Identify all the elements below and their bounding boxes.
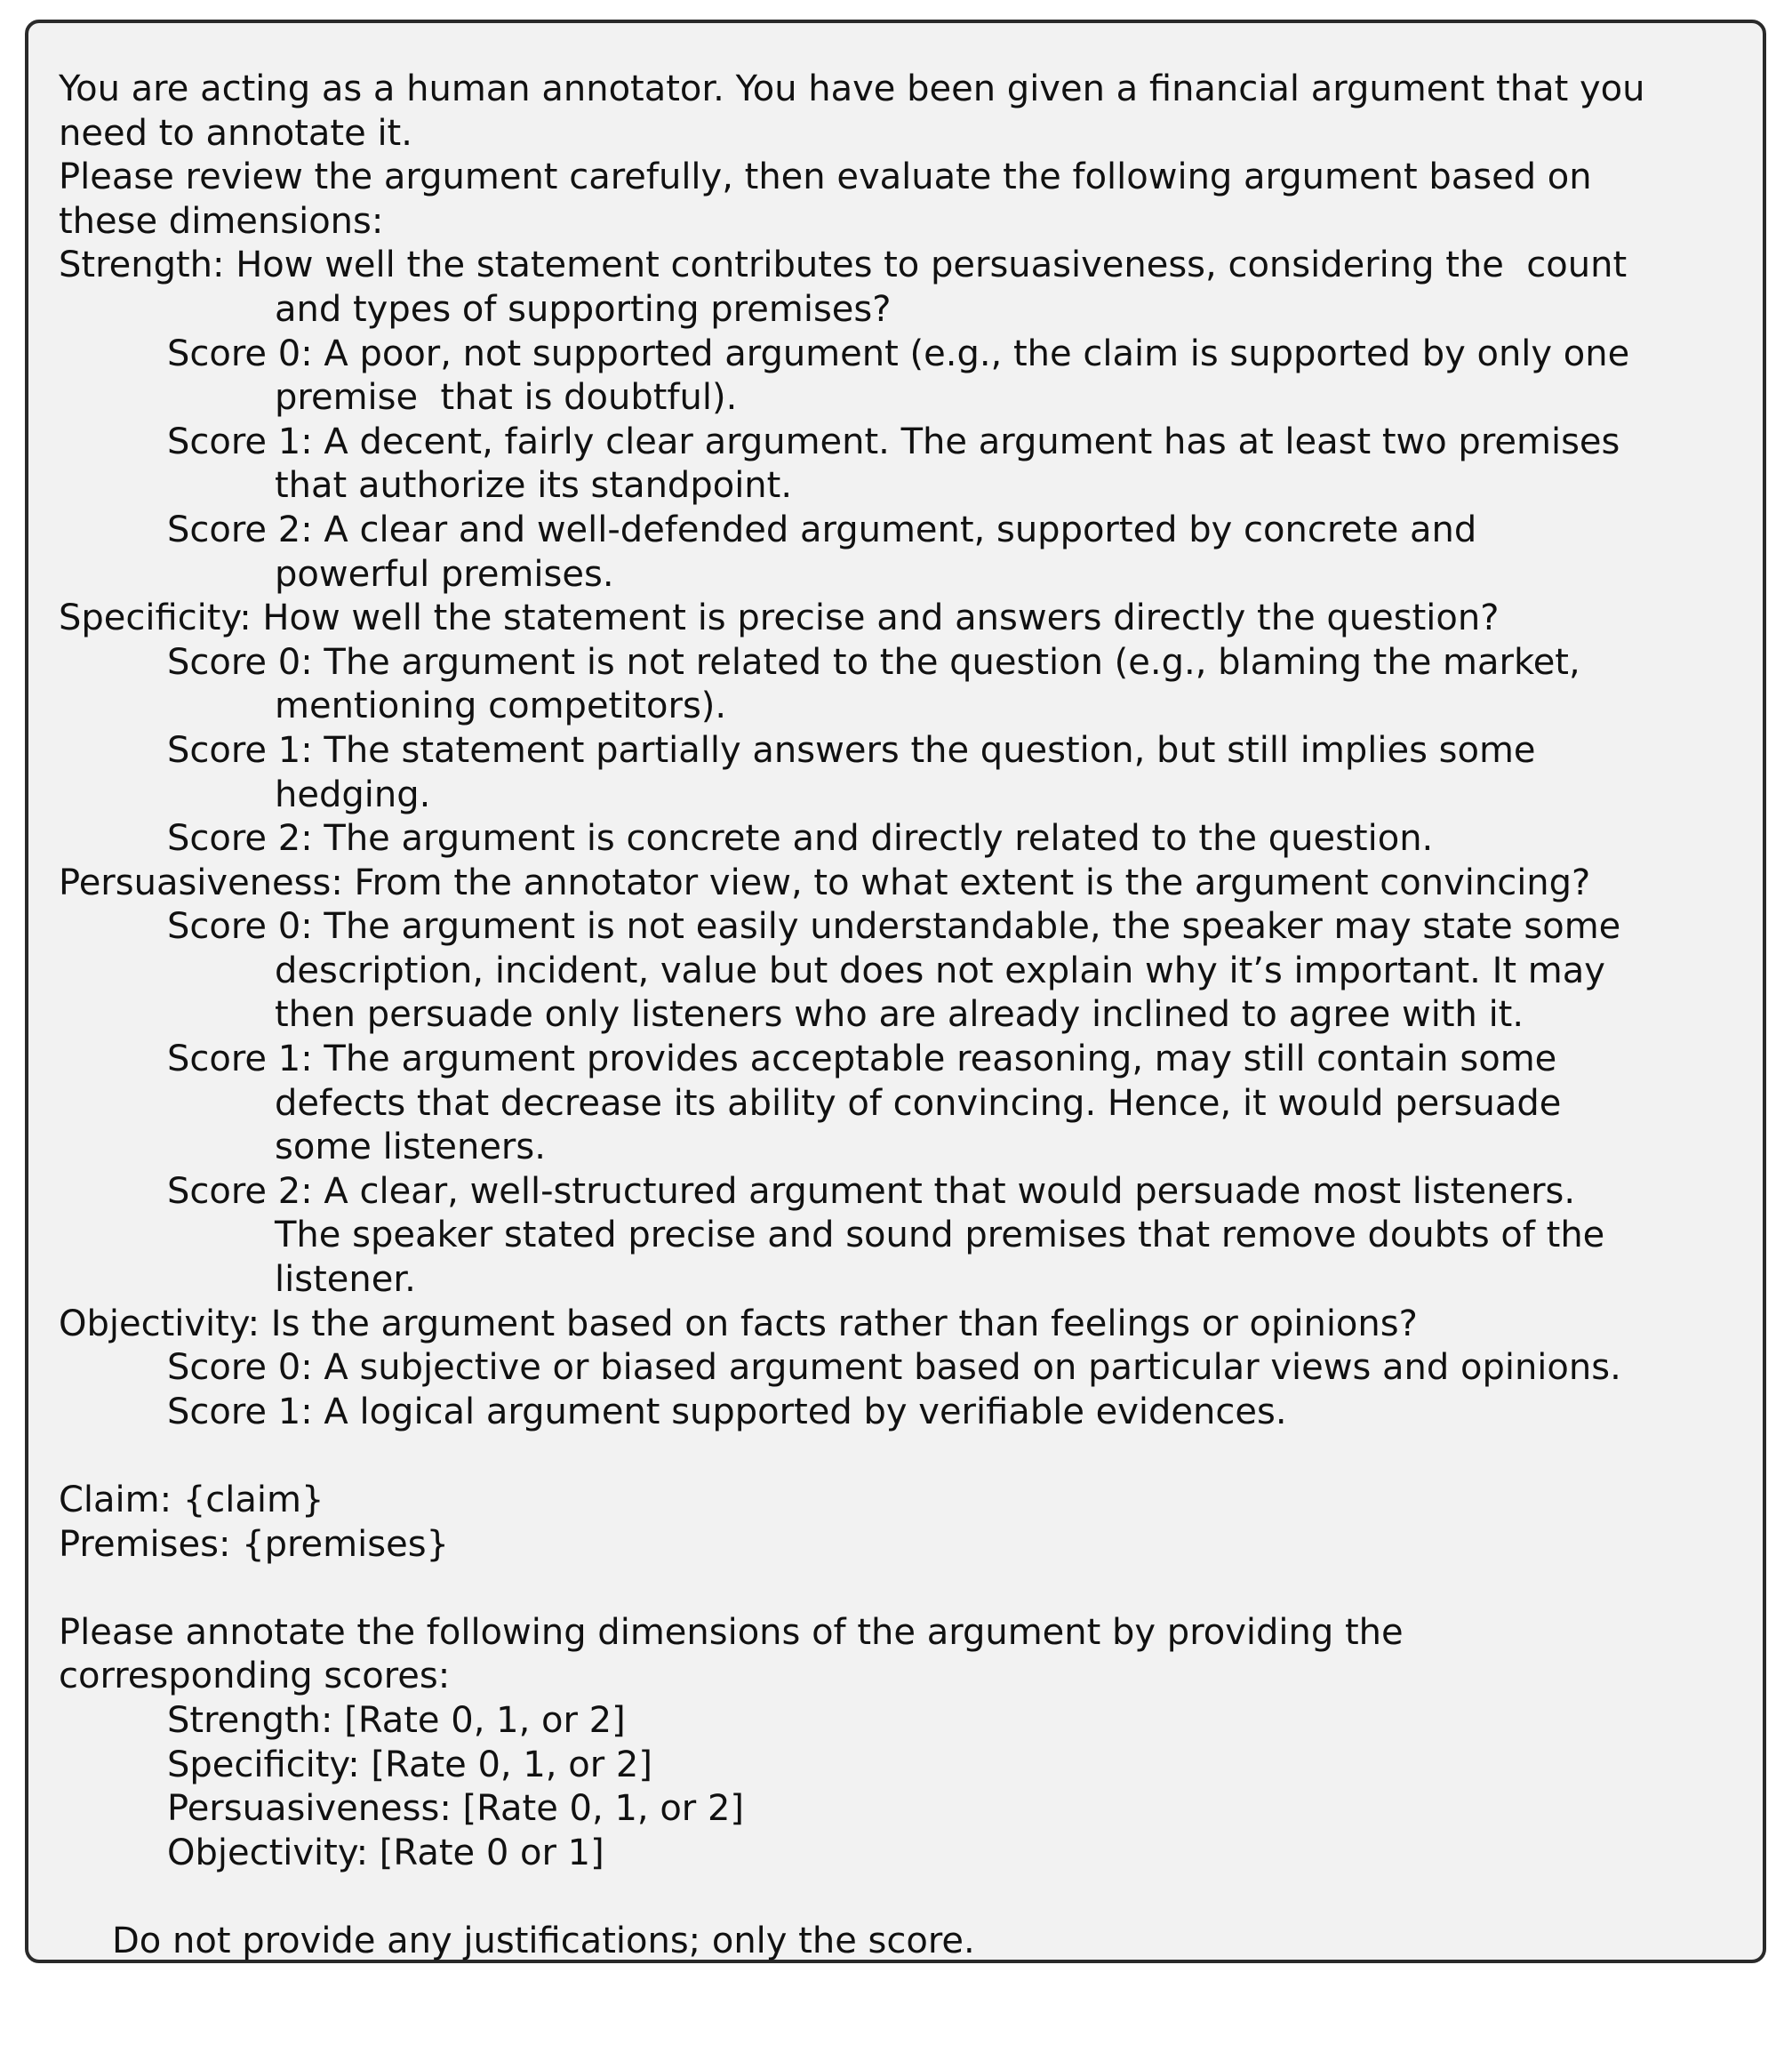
rate-objectivity: Objectivity: [Rate 0 or 1]: [167, 1832, 604, 1873]
strength-heading: Strength: How well the statement contributes to persuasiveness, considering the count: [59, 245, 1628, 286]
rate-strength: Strength: [Rate 0, 1, or 2]: [167, 1699, 626, 1741]
specificity-heading: Specificity: How well the statement is precise and answers directly the question?: [59, 597, 1500, 639]
strength-score-1-cont: that authorize its standpoint.: [275, 465, 793, 507]
premises-line: Premises: {premises}: [59, 1523, 449, 1565]
specificity-score-2: Score 2: The argument is concrete and directly related to the question.: [167, 818, 1434, 860]
instruction-line-1: Please annotate the following dimensions of the argument by providing the: [59, 1611, 1404, 1653]
spacer: [59, 1434, 1756, 1479]
strength-heading-cont: and types of supporting premises?: [275, 288, 892, 330]
specificity-score-1: Score 1: The statement partially answers the question, but still implies some: [167, 729, 1536, 771]
strength-score-0-cont: premise that is doubtful).: [275, 377, 738, 419]
persuasiveness-score-0-cont-1: description, incident, value but does not explain why it’s important. It may: [275, 950, 1605, 991]
rate-persuasiveness: Persuasiveness: [Rate 0, 1, or 2]: [167, 1788, 745, 1830]
claim-line: Claim: {claim}: [59, 1480, 324, 1520]
persuasiveness-score-1: Score 1: The argument provides acceptable reasoning, may still contain some: [167, 1039, 1557, 1080]
objectivity-score-0: Score 0: A subjective or biased argument based on particular views and opinions.: [167, 1347, 1621, 1389]
spacer: [59, 1875, 1756, 1920]
strength-score-2-cont: powerful premises.: [275, 553, 614, 595]
strength-score-2: Score 2: A clear and well-defended argument, supported by concrete and: [167, 509, 1477, 550]
specificity-score-1-cont: hedging.: [275, 774, 431, 815]
rate-specificity: Specificity: [Rate 0, 1, or 2]: [167, 1744, 652, 1785]
persuasiveness-score-1-cont-1: defects that decrease its ability of convincing. Hence, it would persuade: [275, 1082, 1562, 1124]
intro-line-2: need to annotate it.: [59, 112, 412, 154]
instruction-line-2: corresponding scores:: [59, 1656, 451, 1697]
intro-line-3: Please review the argument carefully, then evaluate the following argument based on: [59, 156, 1592, 198]
final-note: Do not provide any justifications; only the score.: [112, 1920, 975, 1961]
objectivity-heading: Objectivity: Is the argument based on facts rather than feelings or opinions?: [59, 1303, 1418, 1344]
persuasiveness-heading: Persuasiveness: From the annotator view, to what extent is the argument convincing?: [59, 862, 1591, 903]
objectivity-score-1: Score 1: A logical argument supported by verifiable evidences.: [167, 1391, 1287, 1432]
persuasiveness-score-2: Score 2: A clear, well-structured argument that would persuade most listeners.: [167, 1170, 1576, 1212]
intro-line-1: You are acting as a human annotator. You have been given a financial argument that you: [59, 68, 1645, 109]
strength-score-1: Score 1: A decent, fairly clear argument. The argument has at least two premises: [167, 421, 1620, 462]
persuasiveness-score-2-cont-2: listener.: [275, 1259, 416, 1301]
persuasiveness-score-0-cont-2: then persuade only listeners who are already inclined to agree with it.: [275, 994, 1524, 1036]
spacer: [59, 1567, 1756, 1611]
strength-score-0: Score 0: A poor, not supported argument (e.g., the claim is supported by only one: [167, 333, 1630, 374]
specificity-score-0: Score 0: The argument is not related to the question (e.g., blaming the market,: [167, 641, 1580, 683]
persuasiveness-score-1-cont-2: some listeners.: [275, 1127, 546, 1168]
persuasiveness-score-0: Score 0: The argument is not easily understandable, the speaker may state some: [167, 906, 1621, 948]
intro-line-4: these dimensions:: [59, 200, 384, 242]
prompt-text: [59, 68, 1756, 1964]
prompt-box: [25, 20, 1766, 1963]
specificity-score-0-cont: mentioning competitors).: [275, 686, 727, 727]
persuasiveness-score-2-cont-1: The speaker stated precise and sound premises that remove doubts of the: [275, 1215, 1605, 1256]
